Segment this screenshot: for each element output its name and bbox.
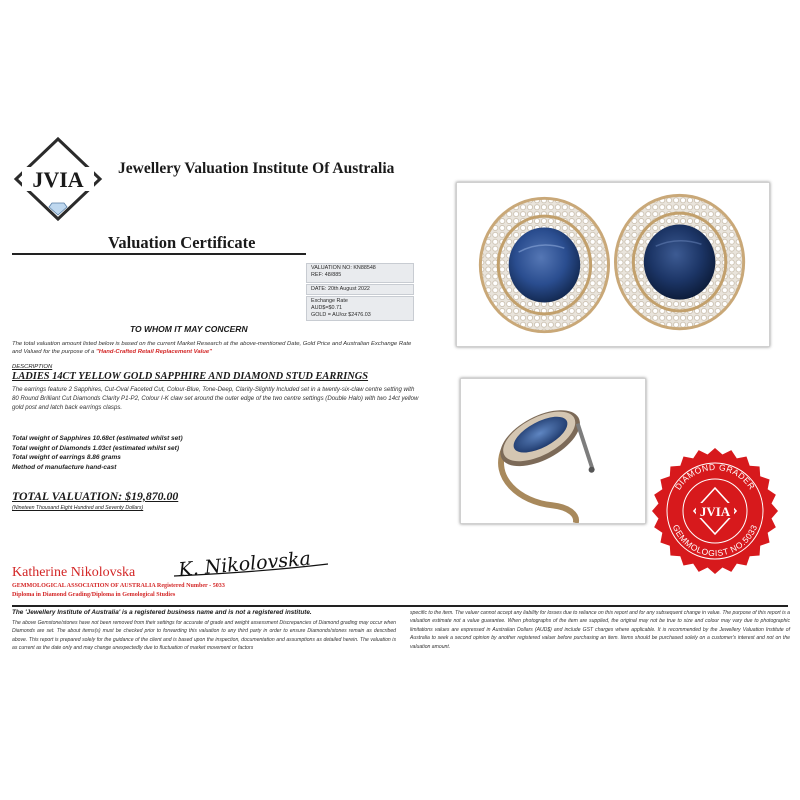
seal-bottom-text: GEMMOLOGIST NO.5033 <box>670 522 760 559</box>
title-divider <box>12 253 306 255</box>
diploma-line: Diploma in Diamond Grading/Diploma in Gemological Studies <box>12 592 176 598</box>
diamond-grader-seal <box>650 446 780 576</box>
exchange-label: Exchange Rate <box>311 298 348 304</box>
logo-text: JVIA <box>32 167 84 192</box>
valuation-purpose: "Hand-Crafted Retail Replacement Value" <box>95 349 212 355</box>
valuer-name: Katherine Nikolovska <box>12 565 136 580</box>
item-description: The earrings feature 2 Sapphires, Cut-Oval Faceted Cut, Colour-Blue, Tone-Deep, Clarity-Slightly Included set in a twenty-six-claw centre setting with 80 Round Brilliant Cut Diamonds Clarity P1-P2, Colour I-K claw set around the outer edge of the two centre settings (Double Halo) with two 14ct yellow gold post and latch back earrings clasps. <box>12 386 419 411</box>
signature-text: K. Nikolovska <box>177 547 312 582</box>
earring-right <box>614 194 745 330</box>
valuation-number: VALUATION NO: KN88548 <box>311 265 376 271</box>
footer-disclaimer-right: specific to the item. The valuer cannot accept any liability for losses due to reliance on this report and for any subsequent change in value. The purpose of this report is a valuation estimate not a value guarantee. When photographs of the item are supplied, the original may not be true to size and colour may vary due to photographic limitations values are expressed in Australian Dollars (AUD$) and include GST charges where applicable. It is recommended by the Jewellery Valuation Institute of Australia to seek a second opinion by another registered valuer before purchasing an item. Items should be purchased solely on a customer's interest and not on the valuation amount. <box>410 610 790 650</box>
salutation: TO WHOM IT MAY CONCERN <box>130 324 248 334</box>
handwritten-signature <box>168 540 338 584</box>
valuation-info-box <box>306 263 414 283</box>
association-line: GEMMOLOGICAL ASSOCIATION OF AUSTRALIA Registered Number - 5033 <box>12 583 225 589</box>
weight-line: Total weight of Sapphires 10.68ct (estimated whilst set) <box>12 435 183 442</box>
valuation-date: DATE: 20th August 2022 <box>311 286 370 292</box>
intro-paragraph <box>12 340 412 356</box>
earring-side-photo <box>460 378 646 524</box>
description-label: DESCRIPTION <box>12 364 53 370</box>
reference-number: REF: 48/885 <box>311 272 342 278</box>
weight-line: Total weight of earrings 8.86 grams <box>12 454 121 461</box>
gold-price: GOLD = AU/oz $2476.03 <box>311 312 371 318</box>
intro-text: The total valuation amount listed below is based on the current Market Research at the above-mentioned Date, Gold Price and Australian Exchange Rate and Valued for the purpose of a <box>12 341 412 355</box>
earring-left <box>479 197 610 333</box>
certificate-title: Valuation Certificate <box>108 233 256 252</box>
item-title: LADIES 14CT YELLOW GOLD SAPPHIRE AND DIAMOND STUD EARRINGS <box>12 371 369 382</box>
seal-center-text: JVIA <box>699 504 731 519</box>
jvia-logo <box>12 133 104 223</box>
exchange-box <box>306 296 414 321</box>
footer-heading: The 'Jewellery Institute of Australia' is a registered business name and is not a registered institute. <box>12 609 312 616</box>
institute-name: Jewellery Valuation Institute Of Australia <box>118 160 395 177</box>
weights-list <box>12 434 183 472</box>
total-valuation-words: (Nineteen Thousand Eight Hundred and Seventy Dollars) <box>12 505 144 511</box>
earrings-front-photo <box>456 182 770 347</box>
footer-disclaimer-left: The above Gemstone/stones have not been removed from their settings for accurate of grade and weight assessment Discrepancies of Diamond grading may occur when Diamonds are set. The about items(s) must be checked prior to forwarding this valuation to any third party in order to ensure Diamonds/stones remain as described above. This report is prepared solely for the guidance of the client and is based upon the inspection, documentation and assumptions as detailed herein. The valuation is as current as the date only and may change unexpectedly due to fluctuation of market movement or factors <box>12 620 396 651</box>
weight-line: Total weight of Diamonds 1.03ct (estimated whilst set) <box>12 444 179 452</box>
footer-divider <box>12 605 788 607</box>
exchange-rate: AUD$=$0.71 <box>311 305 343 311</box>
seal-top-text: DIAMOND GRADER <box>672 461 758 492</box>
weight-line: Method of manufacture hand-cast <box>12 463 117 471</box>
date-box <box>306 284 414 295</box>
total-valuation: TOTAL VALUATION: $19,870.00 <box>12 489 179 503</box>
